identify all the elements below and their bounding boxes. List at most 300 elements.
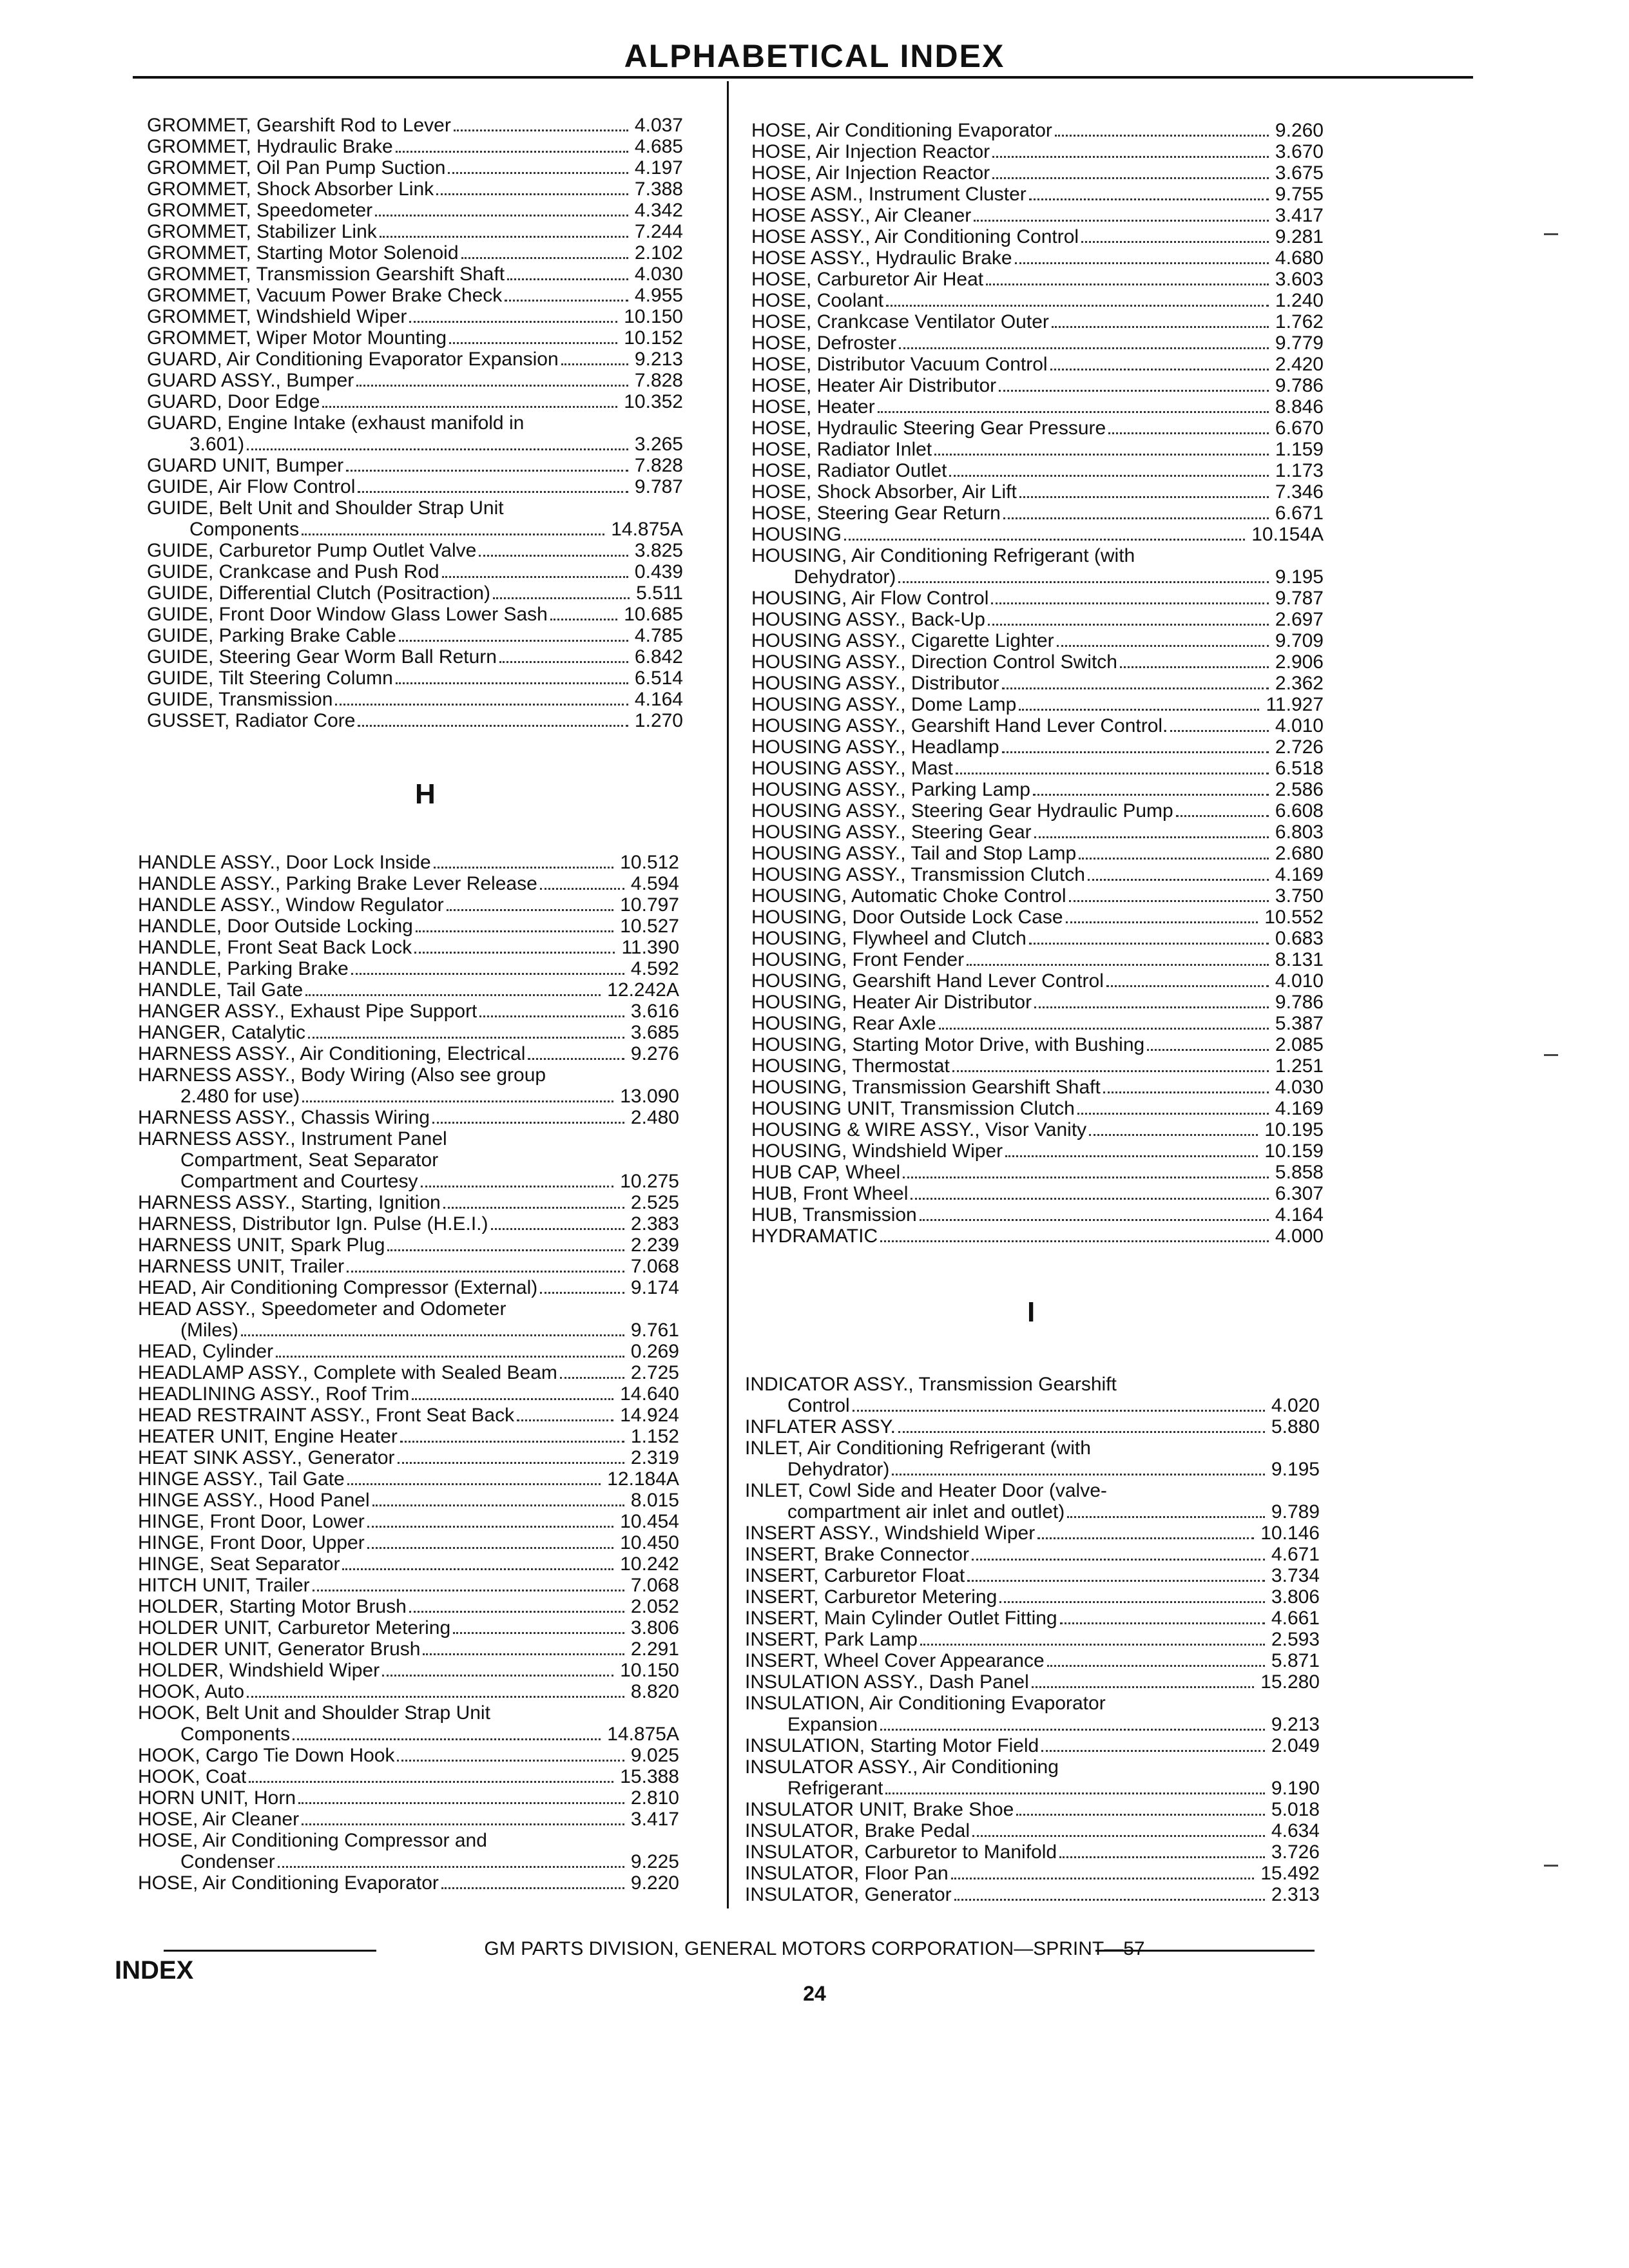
dot-leader	[249, 1781, 613, 1783]
index-entry	[138, 1341, 679, 1362]
dot-leader	[1106, 985, 1269, 987]
entry-page-ref: 4.000	[1275, 1225, 1324, 1247]
index-entry	[745, 1820, 1320, 1841]
index-entry	[751, 970, 1324, 992]
entry-text: GROMMET, Windshield Wiper	[147, 306, 407, 327]
entry-page-ref: 10.685	[624, 604, 683, 625]
entry-text: Dehydrator)	[787, 1459, 890, 1480]
entry-page-ref: 9.195	[1275, 566, 1324, 588]
entry-text: GUSSET, Radiator Core	[147, 710, 356, 731]
index-entry	[147, 519, 683, 540]
entry-page-ref: 3.734	[1271, 1565, 1320, 1586]
dot-leader	[1003, 517, 1269, 519]
entry-text: INSULATION, Starting Motor Field	[745, 1735, 1039, 1756]
entry-text: HINGE ASSY., Hood Panel	[138, 1490, 370, 1511]
entry-page-ref: 3.417	[630, 1809, 679, 1830]
index-entry	[138, 1128, 679, 1149]
dot-leader	[247, 448, 628, 450]
dot-leader	[479, 1015, 624, 1017]
entry-text: Condenser	[180, 1851, 275, 1872]
entry-page-ref: 4.030	[1275, 1077, 1324, 1098]
entry-text: HOUSING, Flywheel and Clutch	[751, 928, 1027, 949]
entry-page-ref: 4.594	[630, 873, 679, 894]
index-entry	[751, 524, 1324, 545]
dot-leader	[1055, 135, 1269, 137]
dot-leader	[507, 278, 628, 280]
entry-page-ref: 5.858	[1275, 1162, 1324, 1183]
index-entry	[751, 1119, 1324, 1140]
entry-text: HOLDER, Starting Motor Brush	[138, 1596, 407, 1617]
index-entry	[745, 1778, 1320, 1799]
entry-text: HOUSING ASSY., Parking Lamp	[751, 779, 1030, 800]
entry-text: HOSE ASSY., Hydraulic Brake	[751, 247, 1012, 269]
index-entry	[138, 1086, 679, 1107]
index-entry	[751, 843, 1324, 864]
section-heading-h: H	[415, 778, 436, 810]
entry-text: HINGE, Front Door, Lower	[138, 1511, 365, 1532]
entry-text: GUIDE, Front Door Window Glass Lower Sash	[147, 604, 548, 625]
dot-leader	[1077, 1113, 1269, 1115]
entry-page-ref: 2.480	[630, 1107, 679, 1128]
entry-page-ref: 4.197	[634, 157, 683, 178]
index-entry	[751, 375, 1324, 396]
index-entry	[751, 1204, 1324, 1225]
entry-page-ref: 9.174	[630, 1277, 679, 1298]
entry-text: HANGER, Catalytic	[138, 1022, 306, 1043]
entry-text: HARNESS UNIT, Trailer	[138, 1256, 345, 1277]
index-entry	[147, 668, 683, 689]
entry-page-ref: 15.388	[620, 1766, 679, 1787]
left-column-h-entries	[138, 852, 679, 1894]
index-entry	[138, 1149, 679, 1171]
dot-leader	[441, 1887, 624, 1889]
dot-leader	[540, 1292, 624, 1294]
entry-text: HARNESS, Distributor Ign. Pulse (H.E.I.)	[138, 1213, 488, 1235]
entry-text: GUIDE, Parking Brake Cable	[147, 625, 396, 646]
entry-page-ref: 10.552	[1264, 907, 1324, 928]
entry-text: 3.601)	[189, 434, 245, 455]
entry-page-ref: 11.390	[621, 937, 679, 958]
index-entry	[147, 412, 683, 434]
entry-page-ref: 8.015	[630, 1490, 679, 1511]
entry-text: GROMMET, Gearshift Rod to Lever	[147, 115, 451, 136]
entry-text: HITCH UNIT, Trailer	[138, 1575, 310, 1596]
entry-text: HOSE, Radiator Inlet	[751, 439, 932, 460]
dot-leader	[1015, 262, 1269, 264]
entry-page-ref: 4.010	[1275, 970, 1324, 992]
dot-leader	[1120, 666, 1269, 668]
dot-leader	[367, 1526, 613, 1528]
entry-text: HOOK, Coat	[138, 1766, 247, 1787]
dot-leader	[241, 1334, 624, 1336]
dot-leader	[1052, 326, 1269, 328]
entry-text: HOUSING, Windshield Wiper	[751, 1140, 1003, 1162]
index-entry	[751, 588, 1324, 609]
entry-page-ref: 4.037	[634, 115, 683, 136]
index-entry	[745, 1586, 1320, 1608]
entry-page-ref: 9.260	[1275, 120, 1324, 141]
index-entry	[138, 1660, 679, 1681]
index-entry	[751, 1225, 1324, 1247]
index-entry	[751, 247, 1324, 269]
dot-leader	[951, 1878, 1255, 1879]
index-entry	[745, 1650, 1320, 1671]
index-entry	[147, 306, 683, 327]
entry-text: HOUSING ASSY., Mast	[751, 758, 953, 779]
entry-text: HOOK, Auto	[138, 1681, 245, 1702]
entry-page-ref: 2.586	[1275, 779, 1324, 800]
entry-page-ref: 1.270	[634, 710, 683, 731]
entry-text: HOUSING, Air Conditioning Refrigerant (with	[751, 545, 1135, 566]
entry-text: HARNESS ASSY., Air Conditioning, Electrical	[138, 1043, 526, 1064]
dot-leader	[1029, 198, 1269, 200]
index-entry	[745, 1735, 1320, 1756]
index-entry	[138, 1043, 679, 1064]
dot-leader	[1047, 1665, 1265, 1667]
entry-page-ref: 10.242	[620, 1553, 679, 1575]
entry-text: INFLATER ASSY.	[745, 1416, 896, 1437]
index-entry	[138, 1383, 679, 1405]
entry-page-ref: 4.955	[634, 285, 683, 306]
entry-text: HOLDER UNIT, Generator Brush	[138, 1639, 421, 1660]
entry-page-ref: 6.670	[1275, 418, 1324, 439]
dot-leader	[1034, 836, 1269, 838]
entry-page-ref: 10.450	[620, 1532, 679, 1553]
index-entry	[138, 1064, 679, 1086]
entry-text: HEAD, Cylinder	[138, 1341, 274, 1362]
index-entry	[751, 1013, 1324, 1034]
entry-text: HANDLE ASSY., Window Regulator	[138, 894, 444, 916]
entry-page-ref: 2.319	[630, 1447, 679, 1468]
entry-text: HOOK, Cargo Tie Down Hook	[138, 1745, 395, 1766]
entry-page-ref: 5.871	[1271, 1650, 1320, 1671]
dot-leader	[1060, 1622, 1265, 1624]
entry-text: HARNESS ASSY., Instrument Panel	[138, 1128, 447, 1149]
entry-page-ref: 10.352	[624, 391, 683, 412]
index-entry	[147, 200, 683, 221]
dot-leader	[1081, 241, 1269, 243]
index-entry	[745, 1756, 1320, 1778]
dot-leader	[1050, 369, 1269, 370]
entry-text: HOUSING, Air Flow Control	[751, 588, 989, 609]
entry-text: INSERT ASSY., Windshield Wiper	[745, 1523, 1036, 1544]
margin-mark	[1544, 1865, 1558, 1867]
index-entry	[138, 937, 679, 958]
entry-page-ref: 2.239	[630, 1235, 679, 1256]
index-entry	[751, 1034, 1324, 1055]
index-entry	[745, 1799, 1320, 1820]
index-entry	[138, 1830, 679, 1851]
entry-page-ref: 4.169	[1275, 1098, 1324, 1119]
entry-page-ref: 10.146	[1260, 1523, 1320, 1544]
entry-text: HEATER UNIT, Engine Heater	[138, 1426, 398, 1447]
title-rule	[133, 76, 1473, 79]
dot-leader	[399, 640, 628, 642]
dot-leader	[396, 151, 628, 153]
index-entry	[745, 1841, 1320, 1863]
index-entry	[751, 673, 1324, 694]
index-entry	[138, 894, 679, 916]
entry-page-ref: 3.825	[634, 540, 683, 561]
dot-leader	[1034, 1006, 1269, 1008]
dot-leader	[308, 1037, 624, 1039]
entry-page-ref: 2.052	[630, 1596, 679, 1617]
margin-mark	[1544, 1054, 1558, 1056]
entry-text: GROMMET, Shock Absorber Link	[147, 178, 434, 200]
index-entry	[147, 327, 683, 349]
entry-page-ref: 6.842	[634, 646, 683, 668]
entry-page-ref: 2.810	[630, 1787, 679, 1809]
entry-text: HOUSING ASSY., Back-Up	[751, 609, 985, 630]
index-entry	[751, 1183, 1324, 1204]
entry-text: HOSE ASSY., Air Conditioning Control	[751, 226, 1079, 247]
dot-leader	[988, 624, 1269, 626]
entry-text: HOUSING ASSY., Transmission Clutch	[751, 864, 1085, 885]
entry-text: HANDLE ASSY., Parking Brake Lever Release	[138, 873, 537, 894]
entry-page-ref: 10.797	[620, 894, 679, 916]
entry-text: HOUSING, Gearshift Hand Lever Control	[751, 970, 1104, 992]
entry-text: HOUSING, Rear Axle	[751, 1013, 936, 1034]
index-entry	[745, 1480, 1320, 1501]
index-entry	[147, 285, 683, 306]
entry-text: INSULATION ASSY., Dash Panel	[745, 1671, 1029, 1693]
dot-leader	[1032, 1686, 1254, 1688]
index-entry	[147, 710, 683, 731]
entry-text: GROMMET, Starting Motor Solenoid	[147, 242, 459, 264]
entry-text: HOSE, Coolant	[751, 290, 884, 311]
dot-leader	[903, 1177, 1269, 1178]
entry-page-ref: 8.820	[630, 1681, 679, 1702]
index-entry	[751, 396, 1324, 418]
dot-leader	[1002, 687, 1269, 689]
index-entry	[138, 1575, 679, 1596]
entry-text: HARNESS ASSY., Chassis Wiring	[138, 1107, 430, 1128]
index-entry	[751, 907, 1324, 928]
entry-page-ref: 9.213	[634, 349, 683, 370]
entry-page-ref: 1.152	[630, 1426, 679, 1447]
entry-text: Expansion	[787, 1714, 878, 1735]
entry-text: INSULATOR, Brake Pedal	[745, 1820, 970, 1841]
dot-leader	[967, 964, 1269, 966]
dot-leader	[1037, 1537, 1254, 1539]
entry-text: HOSE, Air Injection Reactor	[751, 141, 990, 162]
index-entry	[745, 1459, 1320, 1480]
entry-page-ref: 5.018	[1271, 1799, 1320, 1820]
index-entry	[147, 136, 683, 157]
entry-page-ref: 4.030	[634, 264, 683, 285]
entry-text: GROMMET, Hydraulic Brake	[147, 136, 393, 157]
entry-text: HOUSING ASSY., Gearshift Hand Lever Control.	[751, 715, 1168, 736]
entry-page-ref: 9.787	[1275, 588, 1324, 609]
dot-leader	[885, 1792, 1265, 1794]
entry-page-ref: 6.803	[1275, 822, 1324, 843]
entry-text: HOUSING, Automatic Choke Control	[751, 885, 1066, 907]
index-entry	[147, 540, 683, 561]
entry-text: GROMMET, Wiper Motor Mounting	[147, 327, 447, 349]
index-entry	[751, 864, 1324, 885]
index-entry	[751, 1055, 1324, 1077]
entry-page-ref: 11.927	[1266, 694, 1324, 715]
entry-page-ref: 5.511	[636, 582, 683, 604]
dot-leader	[550, 619, 617, 620]
index-entry	[745, 1501, 1320, 1523]
entry-page-ref: 7.828	[634, 455, 683, 476]
index-entry	[147, 497, 683, 519]
entry-text: HANDLE, Door Outside Locking	[138, 916, 413, 937]
dot-leader	[367, 1547, 613, 1549]
entry-page-ref: 7.828	[634, 370, 683, 391]
entry-text: HOOK, Belt Unit and Shoulder Strap Unit	[138, 1702, 490, 1724]
index-entry	[751, 609, 1324, 630]
index-entry	[751, 1140, 1324, 1162]
index-entry	[147, 242, 683, 264]
entry-text: HOUSING ASSY., Cigarette Lighter	[751, 630, 1054, 651]
index-entry	[751, 226, 1324, 247]
entry-text: Compartment and Courtesy	[180, 1171, 418, 1192]
entry-page-ref: 8.131	[1275, 949, 1324, 970]
left-column-g-entries	[147, 115, 683, 731]
index-entry	[138, 1553, 679, 1575]
entry-page-ref: 10.150	[624, 306, 683, 327]
entry-text: GUARD, Door Edge	[147, 391, 320, 412]
entry-page-ref: 3.726	[1271, 1841, 1320, 1863]
entry-text: HINGE ASSY., Tail Gate	[138, 1468, 345, 1490]
entry-text: HUB, Front Wheel	[751, 1183, 909, 1204]
entry-text: Components	[180, 1724, 291, 1745]
dot-leader	[898, 1431, 1265, 1433]
dot-leader	[528, 1058, 624, 1060]
dot-leader	[956, 773, 1269, 774]
entry-page-ref: 4.020	[1271, 1395, 1320, 1416]
entry-text: HOUSING ASSY., Tail and Stop Lamp	[751, 843, 1077, 864]
dot-leader	[448, 172, 628, 174]
entry-page-ref: 6.518	[1275, 758, 1324, 779]
dot-leader	[461, 257, 628, 259]
entry-page-ref: 6.671	[1275, 503, 1324, 524]
dot-leader	[449, 342, 617, 344]
entry-page-ref: 3.265	[634, 434, 683, 455]
entry-page-ref: 4.164	[634, 689, 683, 710]
dot-leader	[396, 682, 628, 684]
page-title: ALPHABETICAL INDEX	[624, 38, 1005, 74]
entry-page-ref: 10.275	[620, 1171, 679, 1192]
entry-text: HOSE, Steering Gear Return	[751, 503, 1001, 524]
entry-page-ref: 5.387	[1275, 1013, 1324, 1034]
entry-page-ref: 2.291	[630, 1639, 679, 1660]
index-entry	[138, 1724, 679, 1745]
dot-leader	[434, 867, 614, 869]
dot-leader	[949, 475, 1268, 477]
dot-leader	[934, 454, 1269, 456]
index-entry	[138, 1787, 679, 1809]
index-entry	[138, 979, 679, 1001]
entry-text: HEAD, Air Conditioning Compressor (External)	[138, 1277, 538, 1298]
index-entry	[751, 354, 1324, 375]
dot-leader	[276, 1356, 624, 1358]
index-entry	[138, 1405, 679, 1426]
footer-text: GM PARTS DIVISION, GENERAL MOTORS CORPORATION—SPRINT—57	[484, 1938, 1145, 1959]
entry-page-ref: 6.514	[634, 668, 683, 689]
entry-page-ref: 1.251	[1275, 1055, 1324, 1077]
entry-text: HOUSING, Front Fender	[751, 949, 965, 970]
index-entry	[138, 1468, 679, 1490]
entry-page-ref: 10.454	[620, 1511, 679, 1532]
index-entry	[745, 1693, 1320, 1714]
entry-text: INSERT, Brake Connector	[745, 1544, 969, 1565]
index-entry	[138, 1362, 679, 1383]
index-entry	[745, 1374, 1320, 1395]
entry-page-ref: 4.661	[1271, 1608, 1320, 1629]
entry-text: HARNESS ASSY., Starting, Ignition	[138, 1192, 441, 1213]
dot-leader	[347, 1271, 624, 1273]
entry-text: INSERT, Main Cylinder Outlet Fitting	[745, 1608, 1057, 1629]
dot-leader	[400, 1441, 624, 1443]
index-entry	[138, 1447, 679, 1468]
entry-text: HOSE, Carburetor Air Heat	[751, 269, 984, 290]
entry-page-ref: 2.102	[634, 242, 683, 264]
index-entry	[751, 184, 1324, 205]
entry-page-ref: 9.281	[1275, 226, 1324, 247]
dot-leader	[414, 952, 615, 954]
index-entry	[138, 1596, 679, 1617]
entry-text: HOSE, Air Conditioning Evaporator	[751, 120, 1052, 141]
entry-text: HOSE, Air Conditioning Compressor and	[138, 1830, 487, 1851]
entry-page-ref: 9.755	[1275, 184, 1324, 205]
margin-mark	[1544, 233, 1558, 235]
entry-text: GUARD, Engine Intake (exhaust manifold in	[147, 412, 525, 434]
entry-page-ref: 4.164	[1275, 1204, 1324, 1225]
entry-page-ref: 9.276	[630, 1043, 679, 1064]
dot-leader	[375, 215, 628, 216]
index-entry	[138, 1532, 679, 1553]
entry-page-ref: 2.420	[1275, 354, 1324, 375]
entry-text: HOSE, Shock Absorber, Air Lift	[751, 481, 1017, 503]
entry-text: HANGER ASSY., Exhaust Pipe Support	[138, 1001, 477, 1022]
index-entry	[751, 822, 1324, 843]
entry-text: Control	[787, 1395, 850, 1416]
dot-leader	[382, 1675, 613, 1677]
entry-page-ref: 15.280	[1260, 1671, 1320, 1693]
entry-page-ref: 12.184A	[607, 1468, 679, 1490]
index-entry	[138, 1001, 679, 1022]
index-entry	[751, 566, 1324, 588]
index-entry	[751, 545, 1324, 566]
dot-leader	[561, 363, 628, 365]
entry-page-ref: 2.362	[1275, 673, 1324, 694]
entry-text: HUB CAP, Wheel	[751, 1162, 901, 1183]
entry-page-ref: 3.675	[1275, 162, 1324, 184]
entry-text: HANDLE, Parking Brake	[138, 958, 349, 979]
index-entry	[751, 439, 1324, 460]
index-entry	[745, 1671, 1320, 1693]
dot-leader	[878, 411, 1269, 413]
index-entry	[745, 1714, 1320, 1735]
entry-text: HOSE, Distributor Vacuum Control	[751, 354, 1048, 375]
dot-leader	[517, 1419, 613, 1421]
index-entry	[138, 1107, 679, 1128]
index-entry	[147, 349, 683, 370]
index-entry	[751, 1077, 1324, 1098]
dot-leader	[853, 1410, 1265, 1412]
index-entry	[138, 1511, 679, 1532]
entry-page-ref: 9.195	[1271, 1459, 1320, 1480]
index-entry	[138, 1809, 679, 1830]
entry-page-ref: 2.525	[630, 1192, 679, 1213]
entry-page-ref: 9.220	[630, 1872, 679, 1894]
entry-page-ref: 1.159	[1275, 439, 1324, 460]
dot-leader	[898, 581, 1269, 583]
index-entry	[147, 646, 683, 668]
